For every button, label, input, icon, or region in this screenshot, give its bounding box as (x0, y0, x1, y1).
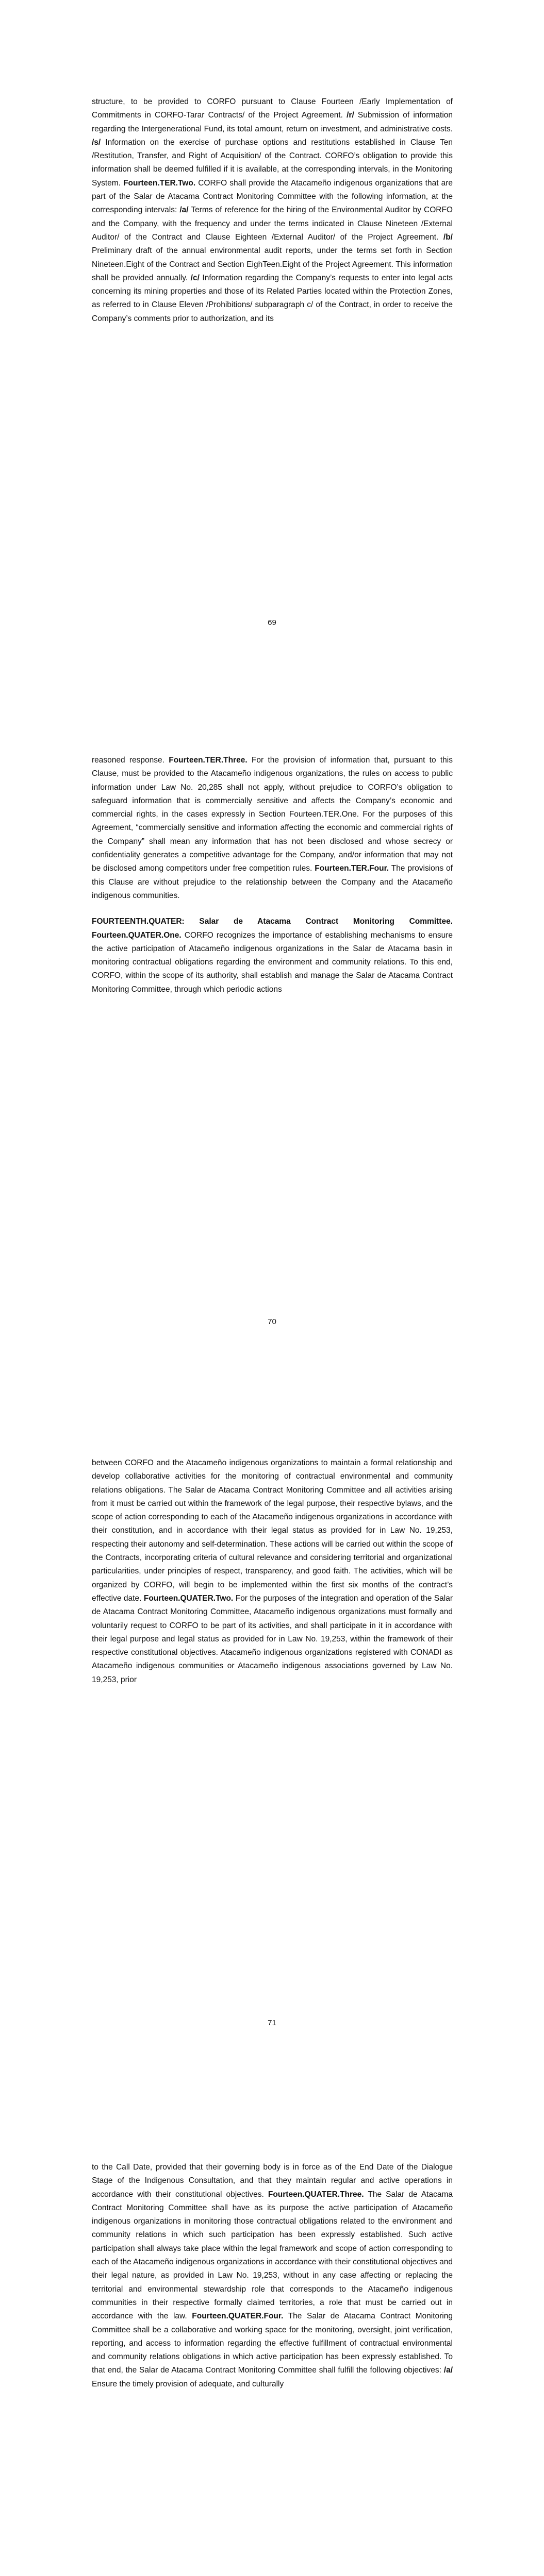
section-heading: Fourteen.QUATER.Two. (143, 1594, 234, 1603)
section-heading: Fourteen.TER.Four. (315, 864, 389, 873)
page-body (92, 95, 453, 326)
document-page-69 (0, 0, 544, 703)
page-body (92, 1456, 453, 1687)
item-marker: /a/ (179, 206, 189, 215)
document-page-72 (0, 2110, 544, 2576)
clause-heading: FOURTEENTH.QUATER: Salar de Atacama Contract Monitoring Committee. Fourteen.QUATER.One. (92, 917, 453, 940)
paragraph: between CORFO and the Atacameño indigenous organizations to maintain a formal relationship and develop collaborative activities for the monitoring of contractual environmental and community relations obligations. The Salar de Atacama Contract Monitoring Committee and all activities arising from it must be carried out within the framework of the legal purpose, their respective bylaws, and the scope of action corresponding to each of the Atacameño indigenous organizations in accordance with their constitution, and in accordance with their legal status as provided for in Law No. 19,253, respecting their autonomy and self-determination. These actions will be carried out within the scope of the Contracts, incorporating criteria of cultural relevance and considering territorial and organizational particularities, under principles of respect, transparency, and good faith. The activities, which will be organized by CORFO, will begin to be implemented within the first six months of the contract’s effective date. Fourteen.QUATER.Two. For the purposes of the integration and operation of the Salar de Atacama Contract Monitoring Committee, Atacameño indigenous organizations must formally and voluntarily request to CORFO to be part of its activities, and shall participate in it in accordance with their legal purpose and legal status as provided for in Law No. 19,253, within the framework of their respective constitutional objectives. Atacameño indigenous organizations registered with CONADI as Atacameño indigenous communities or Atacameño indigenous associations governed by Law No. 19,253, prior (92, 1459, 453, 1684)
page-number: 69 (268, 618, 276, 627)
section-heading: Fourteen.TER.Three. (169, 756, 248, 765)
paragraph: reasoned response. Fourteen.TER.Three. For the provision of information that, pursuant to this Clause, must be provided to the Atacameño indigenous organizations, the rules on access to public information under Law No. 20,285 shall not apply, without prejudice to CORFO’s obligation to safeguard information that is commercially sensitive and affects the Company’s economic and commercial rights, in the cases expressly in Section Fourteen.TER.One. For the purposes of this Agreement, “commercially sensitive and information affecting the economic and commercial rights of the Company” shall mean any information that has not been disclosed and whose secrecy or confidentiality generates a competitive advantage for the Company, and/or information that may not be disclosed among competitors under free competition rules. Fourteen.TER.Four. The provisions of this Clause are without prejudice to the relationship between the Company and the Atacameño indigenous communities. (92, 756, 453, 900)
item-marker: /c/ (190, 273, 200, 282)
item-marker: /a/ (443, 2366, 453, 2375)
paragraph: FOURTEENTH.QUATER: Salar de Atacama Contract Monitoring Committee. Fourteen.QUATER.One. CORFO recognizes the importance of establishing mechanisms to ensure the active participation of Atacameño indigenous organizations in the Salar de Atacama basin in monitoring contractual obligations regarding the environment and community relations. To this end, CORFO, within the scope of its authority, shall establish and manage the Salar de Atacama Contract Monitoring Committee, through which periodic actions (92, 917, 453, 994)
item-marker: /s/ (92, 138, 101, 147)
section-heading: Fourteen.TER.Two. (123, 178, 196, 188)
paragraph: structure, to be provided to CORFO pursuant to Clause Fourteen /Early Implementation of Commitments in CORFO-Tarar Contracts/ of the Project Agreement. /r/ Submission of information regarding the Intergenerational Fund, its total amount, return on investment, and administrative costs. /s/ Information on the exercise of purchase options and restitutions established in Clause Ten /Restitution, Transfer, and Right of Acquisition/ of the Contract. CORFO’s obligation to provide this information shall be deemed fulfilled if it is available, at the corresponding intervals, in the Monitoring System. Fourteen.TER.Two. CORFO shall provide the Atacameño indigenous organizations that are part of the Salar de Atacama Contract Monitoring Committee with the following information, at the corresponding intervals: /a/ Terms of reference for the hiring of the Environmental Auditor by CORFO and the Company, with the frequency and under the terms indicated in Clause Nineteen /External Auditor/ of the Contract and Clause Eighteen /External Auditor/ of the Project Agreement. /b/ Preliminary draft of the annual environmental audit reports, under the terms set forth in Section Nineteen.Eight of the Contract and Section EighTeen.Eight of the Project Agreement. This information shall be provided annually. /c/ Information regarding the Company’s requests to enter into legal acts concerning its mining properties and those of its Related Parties located within the Protection Zones, as referred to in Clause Eleven /Prohibitions/ subparagraph c/ of the Contract, in order to receive the Company’s comments prior to authorization, and its (92, 97, 453, 323)
paragraph: to the Call Date, provided that their governing body is in force as of the End Date of the Dialogue Stage of the Indigenous Consultation, and that they maintain regular and active operations in accordance with their constitutional objectives. Fourteen.QUATER.Three. The Salar de Atacama Contract Monitoring Committee shall have as its purpose the active participation of Atacameño indigenous organizations in monitoring those contractual obligations related to the environment and community relations in which such participation has been expressly established. Such active participation shall always take place within the legal framework and scope of action corresponding to each of the Atacameño indigenous organizations in accordance with their constitutional objectives and their legal nature, as provided in Law No. 19,253, without in any case affecting or replacing the territorial and environmental stewardship role that corresponds to the Atacameño indigenous communities in their respective formally claimed territories, a role that must be carried out in accordance with the law. Fourteen.QUATER.Four. The Salar de Atacama Contract Monitoring Committee shall be a collaborative and working space for the monitoring, oversight, joint verification, reporting, and access to information regarding the effective fulfillment of contractual environmental and community relations obligations in which active participation has been expressly established. To that end, the Salar de Atacama Contract Monitoring Committee shall fulfill the following objectives: /a/ Ensure the timely provision of adequate, and culturally (92, 2163, 453, 2388)
item-marker: /r/ (347, 111, 354, 120)
page-number: 71 (268, 2019, 276, 2027)
section-heading: Fourteen.QUATER.Three. (268, 2190, 364, 2199)
item-marker: /b/ (443, 232, 453, 242)
page-number: 70 (268, 1317, 276, 1326)
document-page-70 (0, 703, 544, 1406)
section-heading: Fourteen.QUATER.Four. (192, 2312, 284, 2321)
page-body (92, 754, 453, 996)
page-body (92, 2161, 453, 2391)
document-page-71 (0, 1406, 544, 2110)
